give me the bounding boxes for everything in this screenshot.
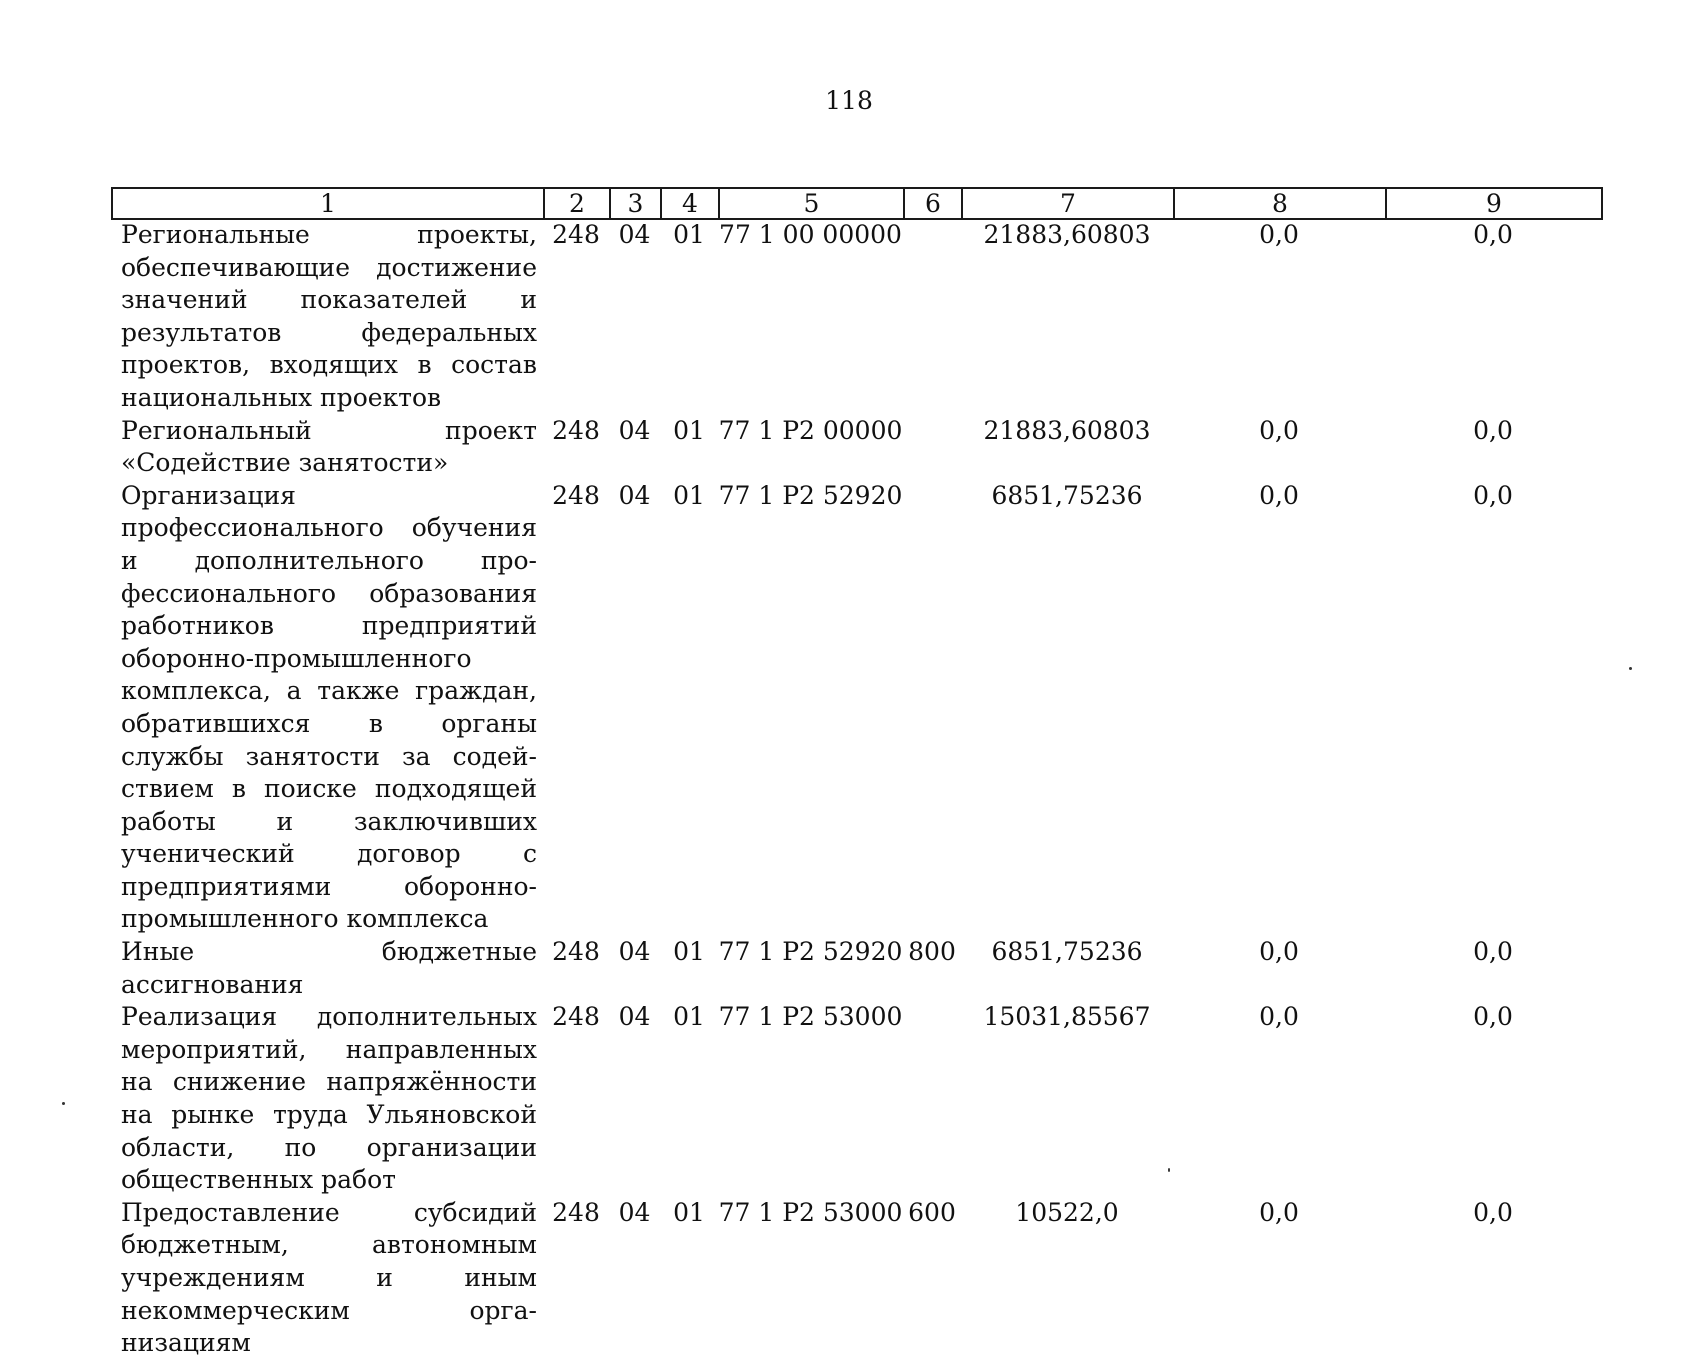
cell-col-7: 6851,75236: [991, 937, 1143, 967]
cell-col-6: 600: [908, 1197, 956, 1227]
column-number-header: [111, 187, 1603, 220]
cell-col-9: 0,0: [1473, 480, 1513, 510]
cell-col-3: 04: [618, 1002, 651, 1032]
cell-col-4: 01: [673, 415, 705, 445]
cell-col-8: 0,0: [1259, 415, 1299, 445]
cell-col-7: 10522,0: [1015, 1197, 1119, 1227]
table-row: [111, 936, 1601, 1001]
cell-col-2: 248: [552, 480, 600, 510]
table-row: [111, 219, 1601, 415]
cell-col-4: 01: [673, 1197, 705, 1227]
table-row: [111, 1197, 1601, 1360]
cell-col-7: 21883,60803: [983, 220, 1151, 249]
cell-col-9: 0,0: [1473, 937, 1513, 967]
cell-col-4: 01: [673, 480, 705, 510]
cell-col-3: 04: [618, 937, 651, 967]
budget-table-body: [111, 219, 1601, 1360]
cell-col-8: 0,0: [1259, 1197, 1299, 1227]
cell-col-5: 77 1 00 00000: [719, 220, 902, 249]
column-number-7: 7: [962, 188, 1174, 219]
cell-col-3: 04: [618, 220, 651, 249]
table-row: [111, 415, 1601, 480]
row-name: Предоставление субсидий бюджетным, автономным учреждениям и иным некоммерческим организациям: [121, 1197, 537, 1358]
scan-speck: [1629, 667, 1632, 670]
cell-col-8: 0,0: [1259, 937, 1299, 967]
scan-speck: [62, 1102, 65, 1105]
row-name: Иные бюджетные ассигнования: [121, 937, 537, 999]
table-row: [111, 480, 1601, 936]
cell-col-5: 77 1 P2 00000: [718, 415, 903, 445]
cell-col-5: 77 1 P2 53000: [718, 1197, 903, 1227]
cell-col-5: 77 1 P2 53000: [718, 1002, 903, 1032]
column-number-5: 5: [719, 188, 904, 219]
page-number: 118: [825, 86, 873, 115]
column-number-1: 1: [112, 188, 544, 219]
cell-col-9: 0,0: [1473, 415, 1513, 445]
cell-col-8: 0,0: [1259, 1002, 1299, 1032]
column-number-4: 4: [661, 188, 719, 219]
cell-col-8: 0,0: [1259, 480, 1299, 510]
cell-col-4: 01: [673, 220, 705, 249]
column-number-3: 3: [610, 188, 661, 219]
cell-col-9: 0,0: [1473, 1002, 1513, 1032]
cell-col-3: 04: [618, 1197, 651, 1227]
column-number-2: 2: [544, 188, 610, 219]
cell-col-5: 77 1 P2 52920: [718, 480, 903, 510]
column-number-9: 9: [1386, 188, 1602, 219]
cell-col-3: 04: [618, 415, 651, 445]
row-name: Региональные проекты, обеспечивающие достижение значений показателей и результатов федеральных проектов, входящих в состав национальных проектов: [121, 220, 537, 412]
row-name: Реализация дополнительных мероприятий, направленных на снижение напряжённости на рынке труда Ульяновской области, по организации общественных работ: [121, 1002, 537, 1195]
cell-col-6: 800: [908, 937, 956, 967]
cell-col-2: 248: [552, 220, 600, 249]
cell-col-5: 77 1 P2 52920: [718, 937, 903, 967]
cell-col-7: 6851,75236: [991, 480, 1143, 510]
cell-col-4: 01: [673, 937, 705, 967]
cell-col-4: 01: [673, 1002, 705, 1032]
cell-col-9: 0,0: [1473, 1197, 1513, 1227]
cell-col-2: 248: [552, 937, 600, 967]
row-name: Организация профессионального обучения и дополнительного профессионального образования работников предприятий оборонно-промышленного комплекса, а также граждан, обратившихся в органы службы занятости за содействием в поиске подходящей работы и заключивших ученический договор с предприятиями оборонно-промышленного комплекса: [121, 480, 537, 934]
column-number-6: 6: [904, 188, 962, 219]
cell-col-9: 0,0: [1473, 220, 1513, 249]
cell-col-7: 15031,85567: [983, 1002, 1151, 1032]
cell-col-2: 248: [552, 415, 600, 445]
cell-col-2: 248: [552, 1002, 600, 1032]
row-name: Региональный проект «Содействие занятости»: [121, 415, 537, 478]
cell-col-2: 248: [552, 1197, 600, 1227]
cell-col-8: 0,0: [1259, 220, 1299, 249]
table-row: [111, 1001, 1601, 1197]
column-number-8: 8: [1174, 188, 1386, 219]
cell-col-7: 21883,60803: [983, 415, 1151, 445]
cell-col-3: 04: [618, 480, 651, 510]
scan-speck: [1168, 1168, 1170, 1172]
